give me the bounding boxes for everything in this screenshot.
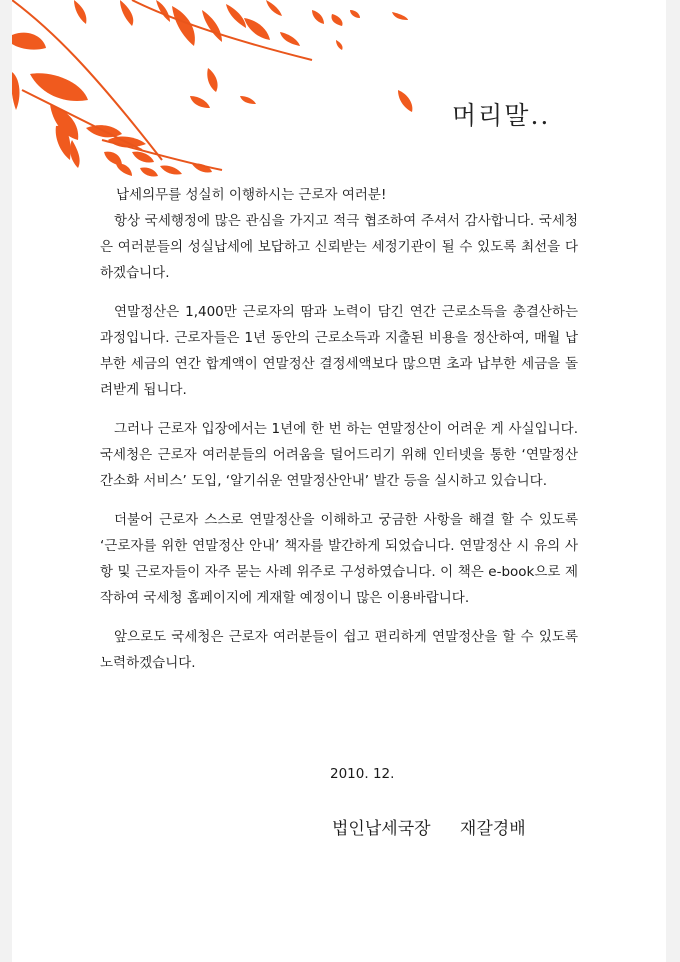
booklet-paragraph: 더불어 근로자 스스로 연말정산을 이해하고 궁금한 사항을 해결 할 수 있도록 ‘근로자를 위한 연말정산 안내’ 책자를 발간하게 되었습니다. 연말정산 시 유의 사항 및 근로자들이 자주 묻는 사례 위주로 구성하였습니다. 이 책은 e-book으로 제작하여 국세청 홈페이지에 게재할 예정이니 많은 이용바랍니다. bbox=[100, 512, 578, 606]
greeting-paragraph: 납세의무를 성실히 이행하시는 근로자 여러분! bbox=[116, 187, 387, 203]
page-title: 머리말.. bbox=[452, 101, 551, 130]
document-page bbox=[12, 0, 666, 962]
closing-paragraph: 앞으로도 국세청은 근로자 여러분들이 쉽고 편리하게 연말정산을 할 수 있도록 노력하겠습니다. bbox=[100, 629, 578, 671]
document-date: 2010. 12. bbox=[330, 766, 395, 782]
orange-leaves-decoration bbox=[12, 0, 666, 200]
intro-paragraph: 항상 국세행정에 많은 관심을 가지고 적극 협조하여 주셔서 감사합니다. 국세청은 여러분들의 성실납세에 보답하고 신뢰받는 세정기관이 될 수 있도록 최선을 다하겠습니다. bbox=[100, 213, 578, 281]
document-body bbox=[100, 182, 578, 689]
difficulty-paragraph: 그러나 근로자 입장에서는 1년에 한 번 하는 연말정산이 어려운 게 사실입니다. 국세청은 근로자 여러분들의 어려움을 덜어드리기 위해 인터넷을 통한 ‘연말정산간소화 서비스’ 도입, ‘알기쉬운 연말정산안내’ 발간 등을 실시하고 있습니다. bbox=[100, 421, 578, 489]
signature: 법인납세국장 재갈경배 bbox=[332, 819, 526, 839]
year-end-settlement-paragraph: 연말정산은 1,400만 근로자의 땀과 노력이 담긴 연간 근로소득을 총결산하는 과정입니다. 근로자들은 1년 동안의 근로소득과 지출된 비용을 정산하여, 매월 납부한 세금의 연간 합계액이 연말정산 결정세액보다 많으면 초과 납부한 세금을 돌려받게 됩니다. bbox=[100, 304, 578, 398]
